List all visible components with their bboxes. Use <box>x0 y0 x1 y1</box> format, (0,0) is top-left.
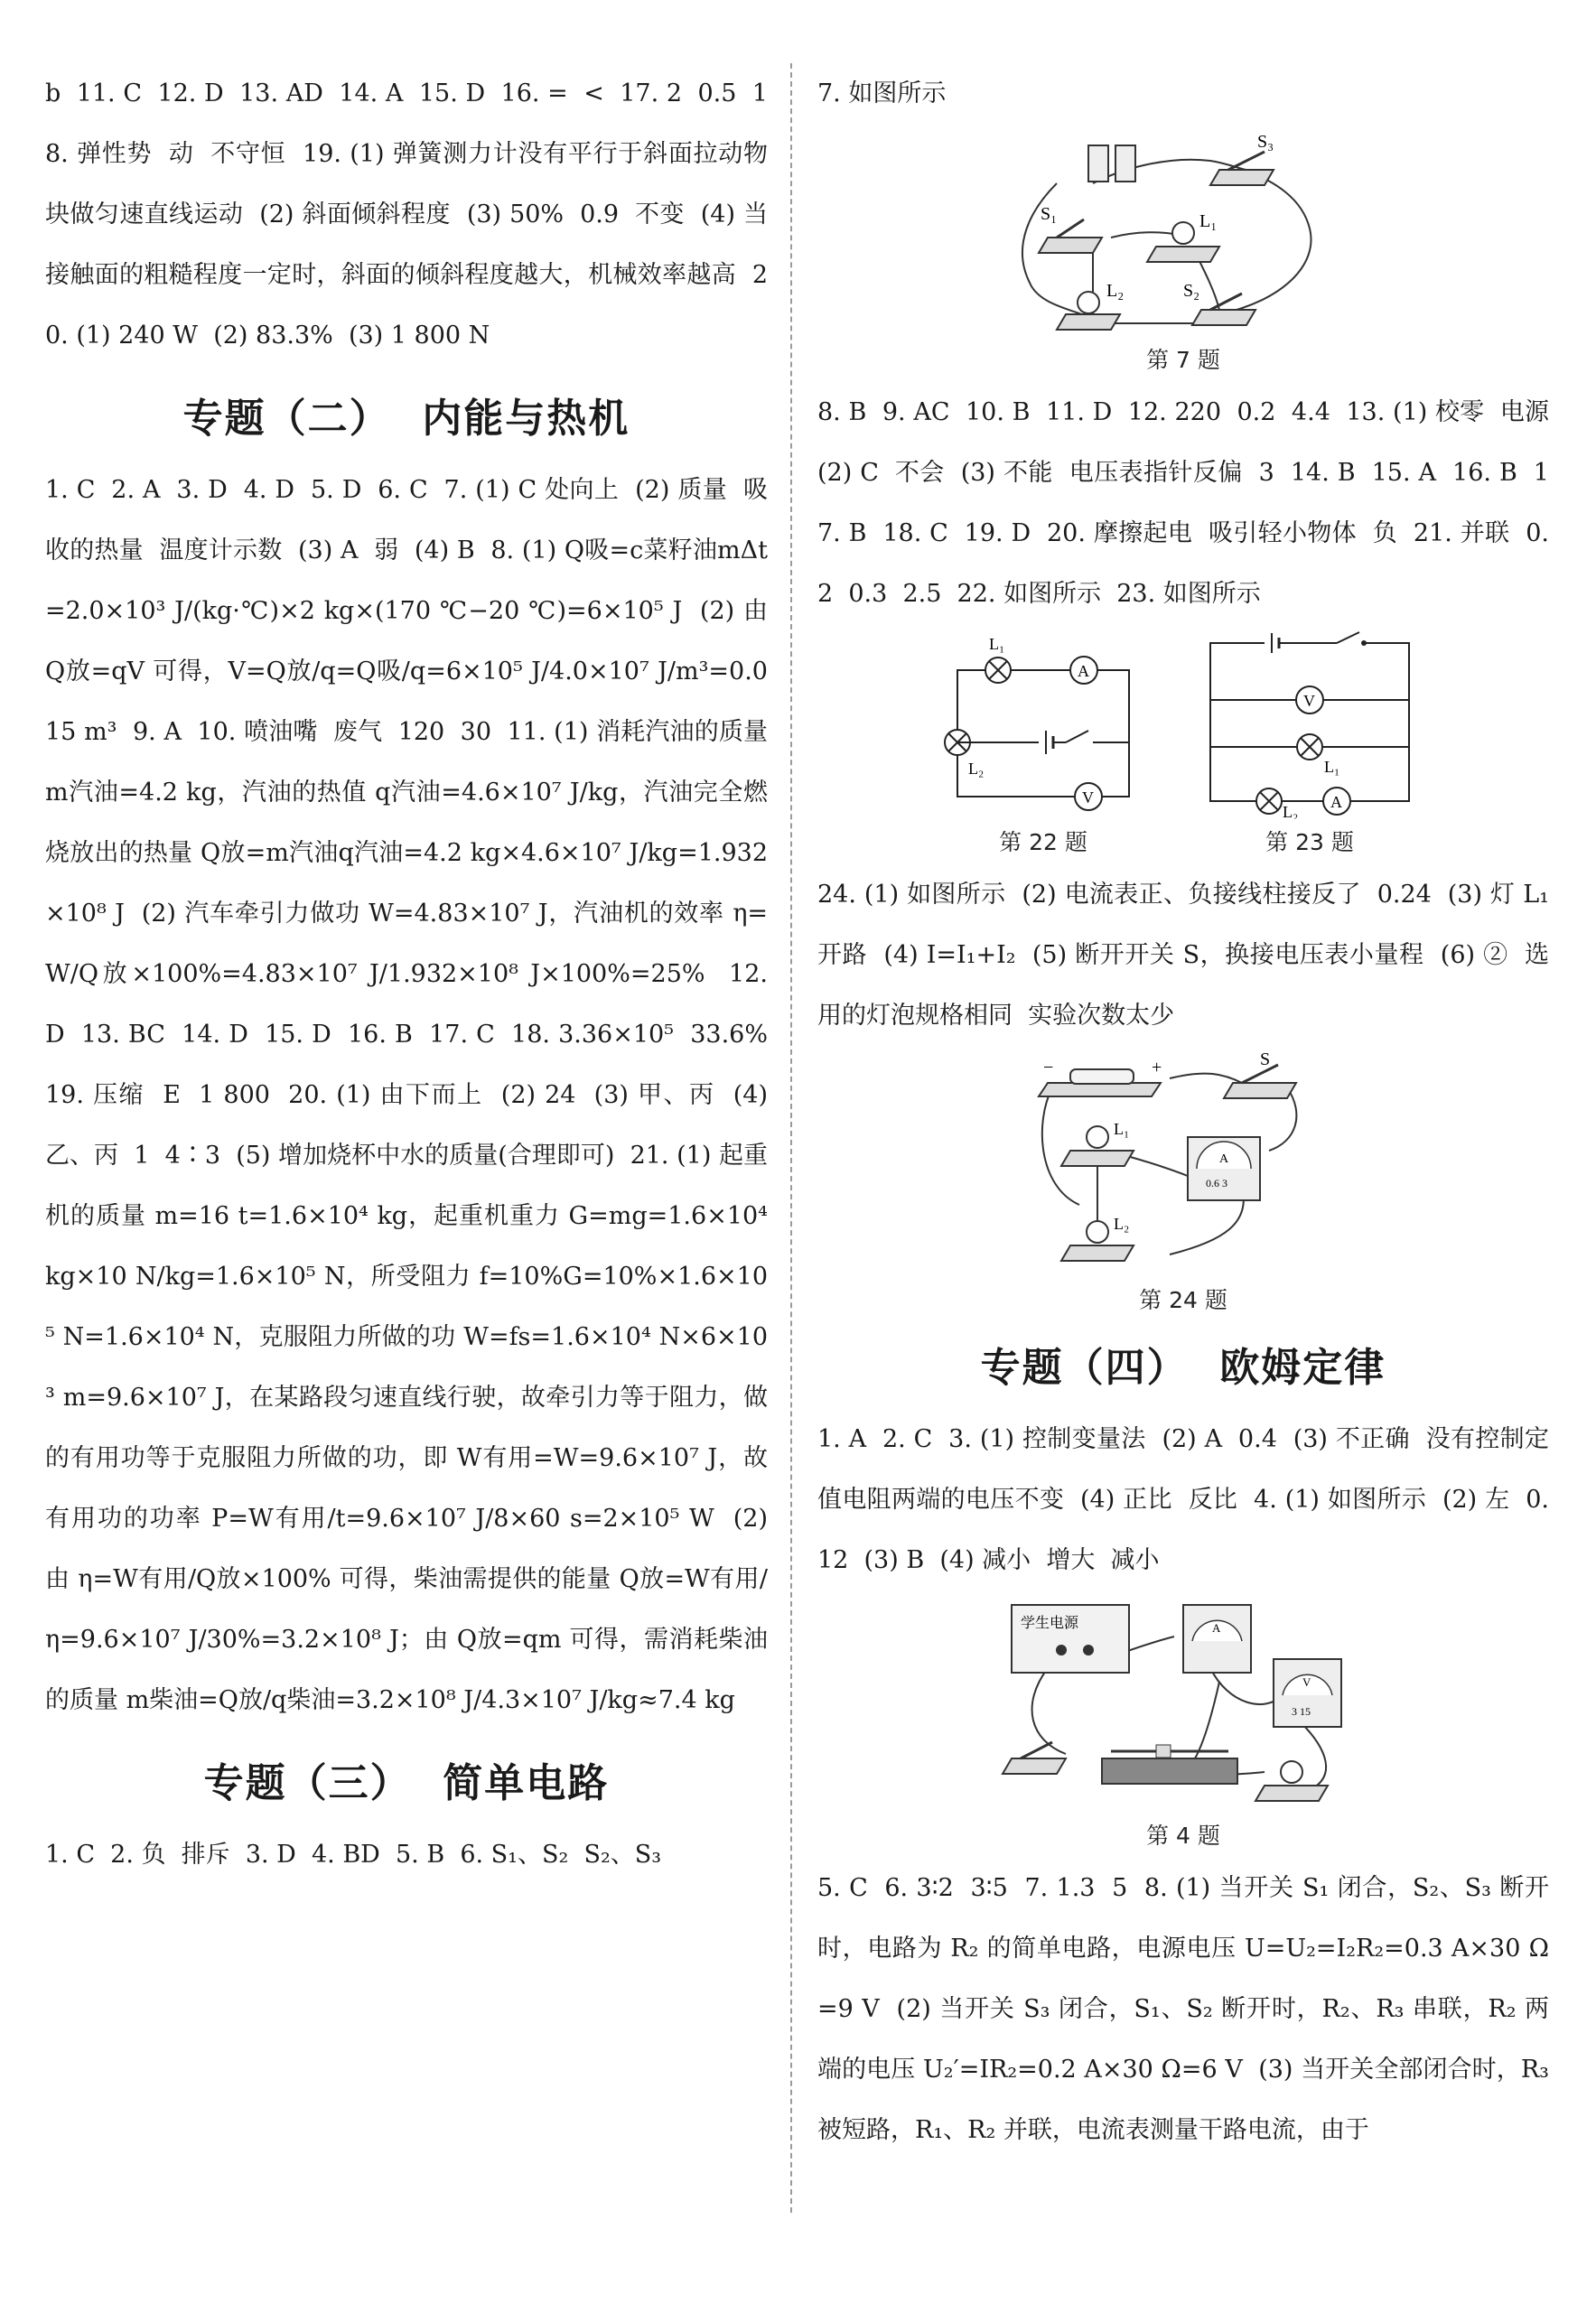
student-power-supply <box>1012 1605 1129 1673</box>
svg-text:V: V <box>1302 1675 1311 1689</box>
circuit-photo-q24 <box>1034 1051 1332 1277</box>
circuit-photo-q7 <box>994 129 1373 337</box>
svg-text:0.6 3: 0.6 3 <box>1206 1177 1227 1189</box>
battery-switch-symbol <box>957 731 1129 754</box>
answer-q7-topic-3: 7. 如图所示 <box>817 79 947 107</box>
answers-topic-4-continued: 5. C 6. 3∶2 3∶5 7. 1.3 5 8. (1) 当开关 S₁ 闭合，S₂、S₃ 断开时，电路为 R₂ 的简单电路，电源电压 U=U₂=I₂R₂=0.3 A×30 Ω=9 V (2) 当开关 S₃ 闭合，S₁、S₂ 断开时，R₂、R₃ 串联，R₂ 两端的电压 U₂′=IR₂=0.2 A×30 Ω=6 V (3) 当开关全部闭合时，R₃ 被短路，R₁、R₂ 并联，电流表测量干路电流，由于 <box>817 1874 1557 2144</box>
answers-topic-4: 1. A 2. C 3. (1) 控制变量法 (2) A 0.4 (3) 不正确 没有控制定值电阻两端的电压不变 (4) 正比 反比 4. (1) 如图所示 (2) 左 0.12 (3) B (4) 减小 增大 减小 <box>817 1425 1549 1574</box>
switch-s <box>1224 1051 1296 1098</box>
lamp-l1-symbol <box>1297 734 1339 776</box>
figure-q22 <box>939 630 1147 857</box>
figure-q24 <box>1034 1051 1332 1315</box>
lamp-l1-symbol <box>985 635 1011 683</box>
answers-topic-1-end: b 11. C 12. D 13. AD 14. A 15. D 16. = < 17. 2 0.5 18. 弹性势 动 不守恒 19. (1) 弹簧测力计没有平行于斜面拉动物块做匀速直线运动 (2) 斜面倾斜程度 (3) 50% 0.9 不变 (4) 当接触面的粗糙程度一定时，斜面的倾斜程度越大，机械效率越高 20. (1) 240 W (2) 83.3% (3) 1 800 N <box>45 79 768 350</box>
figure-q7 <box>994 129 1373 375</box>
svg-text:学生电源: 学生电源 <box>1021 1616 1079 1631</box>
label-s3: S₃ <box>1257 132 1274 152</box>
ammeter <box>1188 1137 1260 1200</box>
answers-q8-q23: 8. B 9. AC 10. B 11. D 12. 220 0.2 4.4 13. (1) 校零 电源 (2) C 不会 (3) 不能 电压表指针反偏 3 14. B 15. A 16. B 17. B 18. C 19. D 20. 摩擦起电 吸引轻小物体 负 21. 并联 0.2 0.3 2.5 22. 如图所示 23. 如图所示 <box>817 398 1565 608</box>
switch-s1 <box>1039 219 1102 253</box>
svg-text:L₂: L₂ <box>1114 1215 1130 1233</box>
svg-text:L₂: L₂ <box>1283 803 1299 819</box>
lamp-l2 <box>1061 1215 1134 1261</box>
label-s2: S₂ <box>1183 281 1200 301</box>
caption-q23: 第 23 题 <box>1265 829 1354 855</box>
caption-q22: 第 22 题 <box>999 829 1087 855</box>
figures-q22-q23 <box>817 630 1549 857</box>
svg-text:3 15: 3 15 <box>1292 1705 1311 1718</box>
answer-q24: 24. (1) 如图所示 (2) 电流表正、负接线柱接反了 0.24 (3) 灯 L₁ 开路 (4) I=I₁+I₂ (5) 断开开关 S，换接电压表小量程 (6) ② 选用的灯泡规格相同 实验次数太少 <box>817 881 1557 1030</box>
rheostat <box>1102 1745 1237 1784</box>
svg-text:−: − <box>1043 1058 1054 1077</box>
caption-q4: 第 4 题 <box>1146 1823 1220 1849</box>
right-column <box>817 63 1565 2160</box>
column-divider <box>790 63 792 2213</box>
ammeter <box>1183 1605 1251 1673</box>
label-l1: L₁ <box>1199 211 1218 231</box>
svg-text:L₁: L₁ <box>1114 1120 1130 1138</box>
battery-switch-top <box>1265 632 1373 653</box>
svg-text:L₁: L₁ <box>1324 758 1340 776</box>
figure-q4 <box>994 1596 1373 1851</box>
figure-q23 <box>1192 630 1427 857</box>
svg-text:A: A <box>1219 1152 1229 1166</box>
ammeter-symbol <box>1323 788 1350 815</box>
heading-topic-4: 专题（四） 欧姆定律 <box>980 1345 1386 1391</box>
battery-cells <box>1088 145 1135 182</box>
heading-topic-3: 专题（三） 简单电路 <box>203 1760 610 1806</box>
voltmeter-symbol <box>1296 686 1323 713</box>
svg-text:L₂: L₂ <box>968 760 985 778</box>
answers-topic-3-start: 1. C 2. 负 排斥 3. D 4. BD 5. B 6. S₁、S₂ S₂、S₃ <box>45 1841 662 1869</box>
battery-holder <box>1039 1058 1162 1096</box>
voltmeter <box>1274 1659 1341 1727</box>
heading-topic-2: 专题（二） 内能与热机 <box>182 396 630 442</box>
lamp-l1 <box>1061 1120 1134 1166</box>
svg-text:+: + <box>1152 1058 1162 1077</box>
svg-text:A: A <box>1212 1621 1221 1635</box>
svg-text:A: A <box>1078 662 1089 680</box>
lamp-l2-symbol <box>945 730 984 778</box>
svg-text:V: V <box>1303 692 1315 710</box>
circuit-diagram-q22 <box>939 630 1147 819</box>
svg-text:S: S <box>1260 1051 1271 1069</box>
switch <box>1003 1742 1066 1774</box>
circuit-photo-q4 <box>994 1596 1373 1813</box>
answers-topic-2: 1. C 2. A 3. D 4. D 5. D 6. C 7. (1) C 处向上 (2) 质量 吸收的热量 温度计示数 (3) A 弱 (4) B 8. (1) Q吸=c菜籽油mΔt=2.0×10³ J/(kg·℃)×2 kg×(170 ℃−20 ℃)=6×10⁵ J (2) 由 Q放=qV 可得，V=Q放/q=Q吸/q=6×10⁵ J/4.0×10⁷ J/m³=0.015 m³ 9. A 10. 喷油嘴 废气 120 30 11. (1) 消耗汽油的质量 m汽油=4.2 kg，汽油的热值 q汽油=4.6×10⁷ J/kg，汽油完全燃烧放出的热量 Q放=m汽油q汽油=4.2 kg×4.6×10⁷ J/kg=1.932×10⁸ J (2) 汽车牵引力做功 W=4.83×10⁷ J，汽油机的效率 η=W/Q放×100%=4.83×10⁷ J/1.932×10⁸ J×100%=25% 12. D 13. BC 14. D 15. D 16. B 17. C 18. 3.36×10⁵ 33.6% 19. 压缩 E 1 800 20. (1) 由下而上 (2) 24 (3) 甲、丙 (4) 乙、丙 1 4∶3 (5) 增加烧杯中水的质量(合理即可) 21. (1) 起重机的质量 m=16 t=1.6×10⁴ kg，起重机重力 G=mg=1.6×10⁴ kg×10 N/kg=1.6×10⁵ N，所受阻力 f=10%G=10%×1.6×10⁵ N=1.6×10⁴ N，克服阻力所做的功 W=fs=1.6×10⁴ N×6×10³ m=9.6×10⁷ J，在某路段匀速直线行驶，故牵引力等于阻力，做的有用功等于克服阻力所做的功，即 W有用=W=9.6×10⁷ J，故有用功的功率 P=W有用/t=9.6×10⁷ J/8×60 s=2×10⁵ W (2) 由 η=W有用/Q放×100% 可得，柴油需提供的能量 Q放=W有用/η=9.6×10⁷ J/30%=3.2×10⁸ J；由 Q放=qm 可得，需消耗柴油的质量 m柴油=Q放/q柴油=3.2×10⁸ J/4.3×10⁷ J/kg≈7.4 kg <box>45 476 784 1714</box>
lamp-l2-symbol <box>1256 788 1298 819</box>
ammeter-symbol <box>1070 657 1097 684</box>
label-s1: S₁ <box>1041 204 1058 224</box>
label-l2: L₂ <box>1106 281 1125 301</box>
svg-text:L₁: L₁ <box>989 635 1005 653</box>
svg-text:V: V <box>1082 788 1094 807</box>
left-column <box>45 63 784 1885</box>
caption-q7: 第 7 题 <box>1146 347 1220 373</box>
lamp <box>1255 1761 1328 1801</box>
svg-text:A: A <box>1330 793 1342 811</box>
switch-s2 <box>1192 294 1255 325</box>
circuit-diagram-q23 <box>1192 630 1427 819</box>
voltmeter-symbol <box>1075 783 1102 810</box>
caption-q24: 第 24 题 <box>1139 1287 1227 1313</box>
